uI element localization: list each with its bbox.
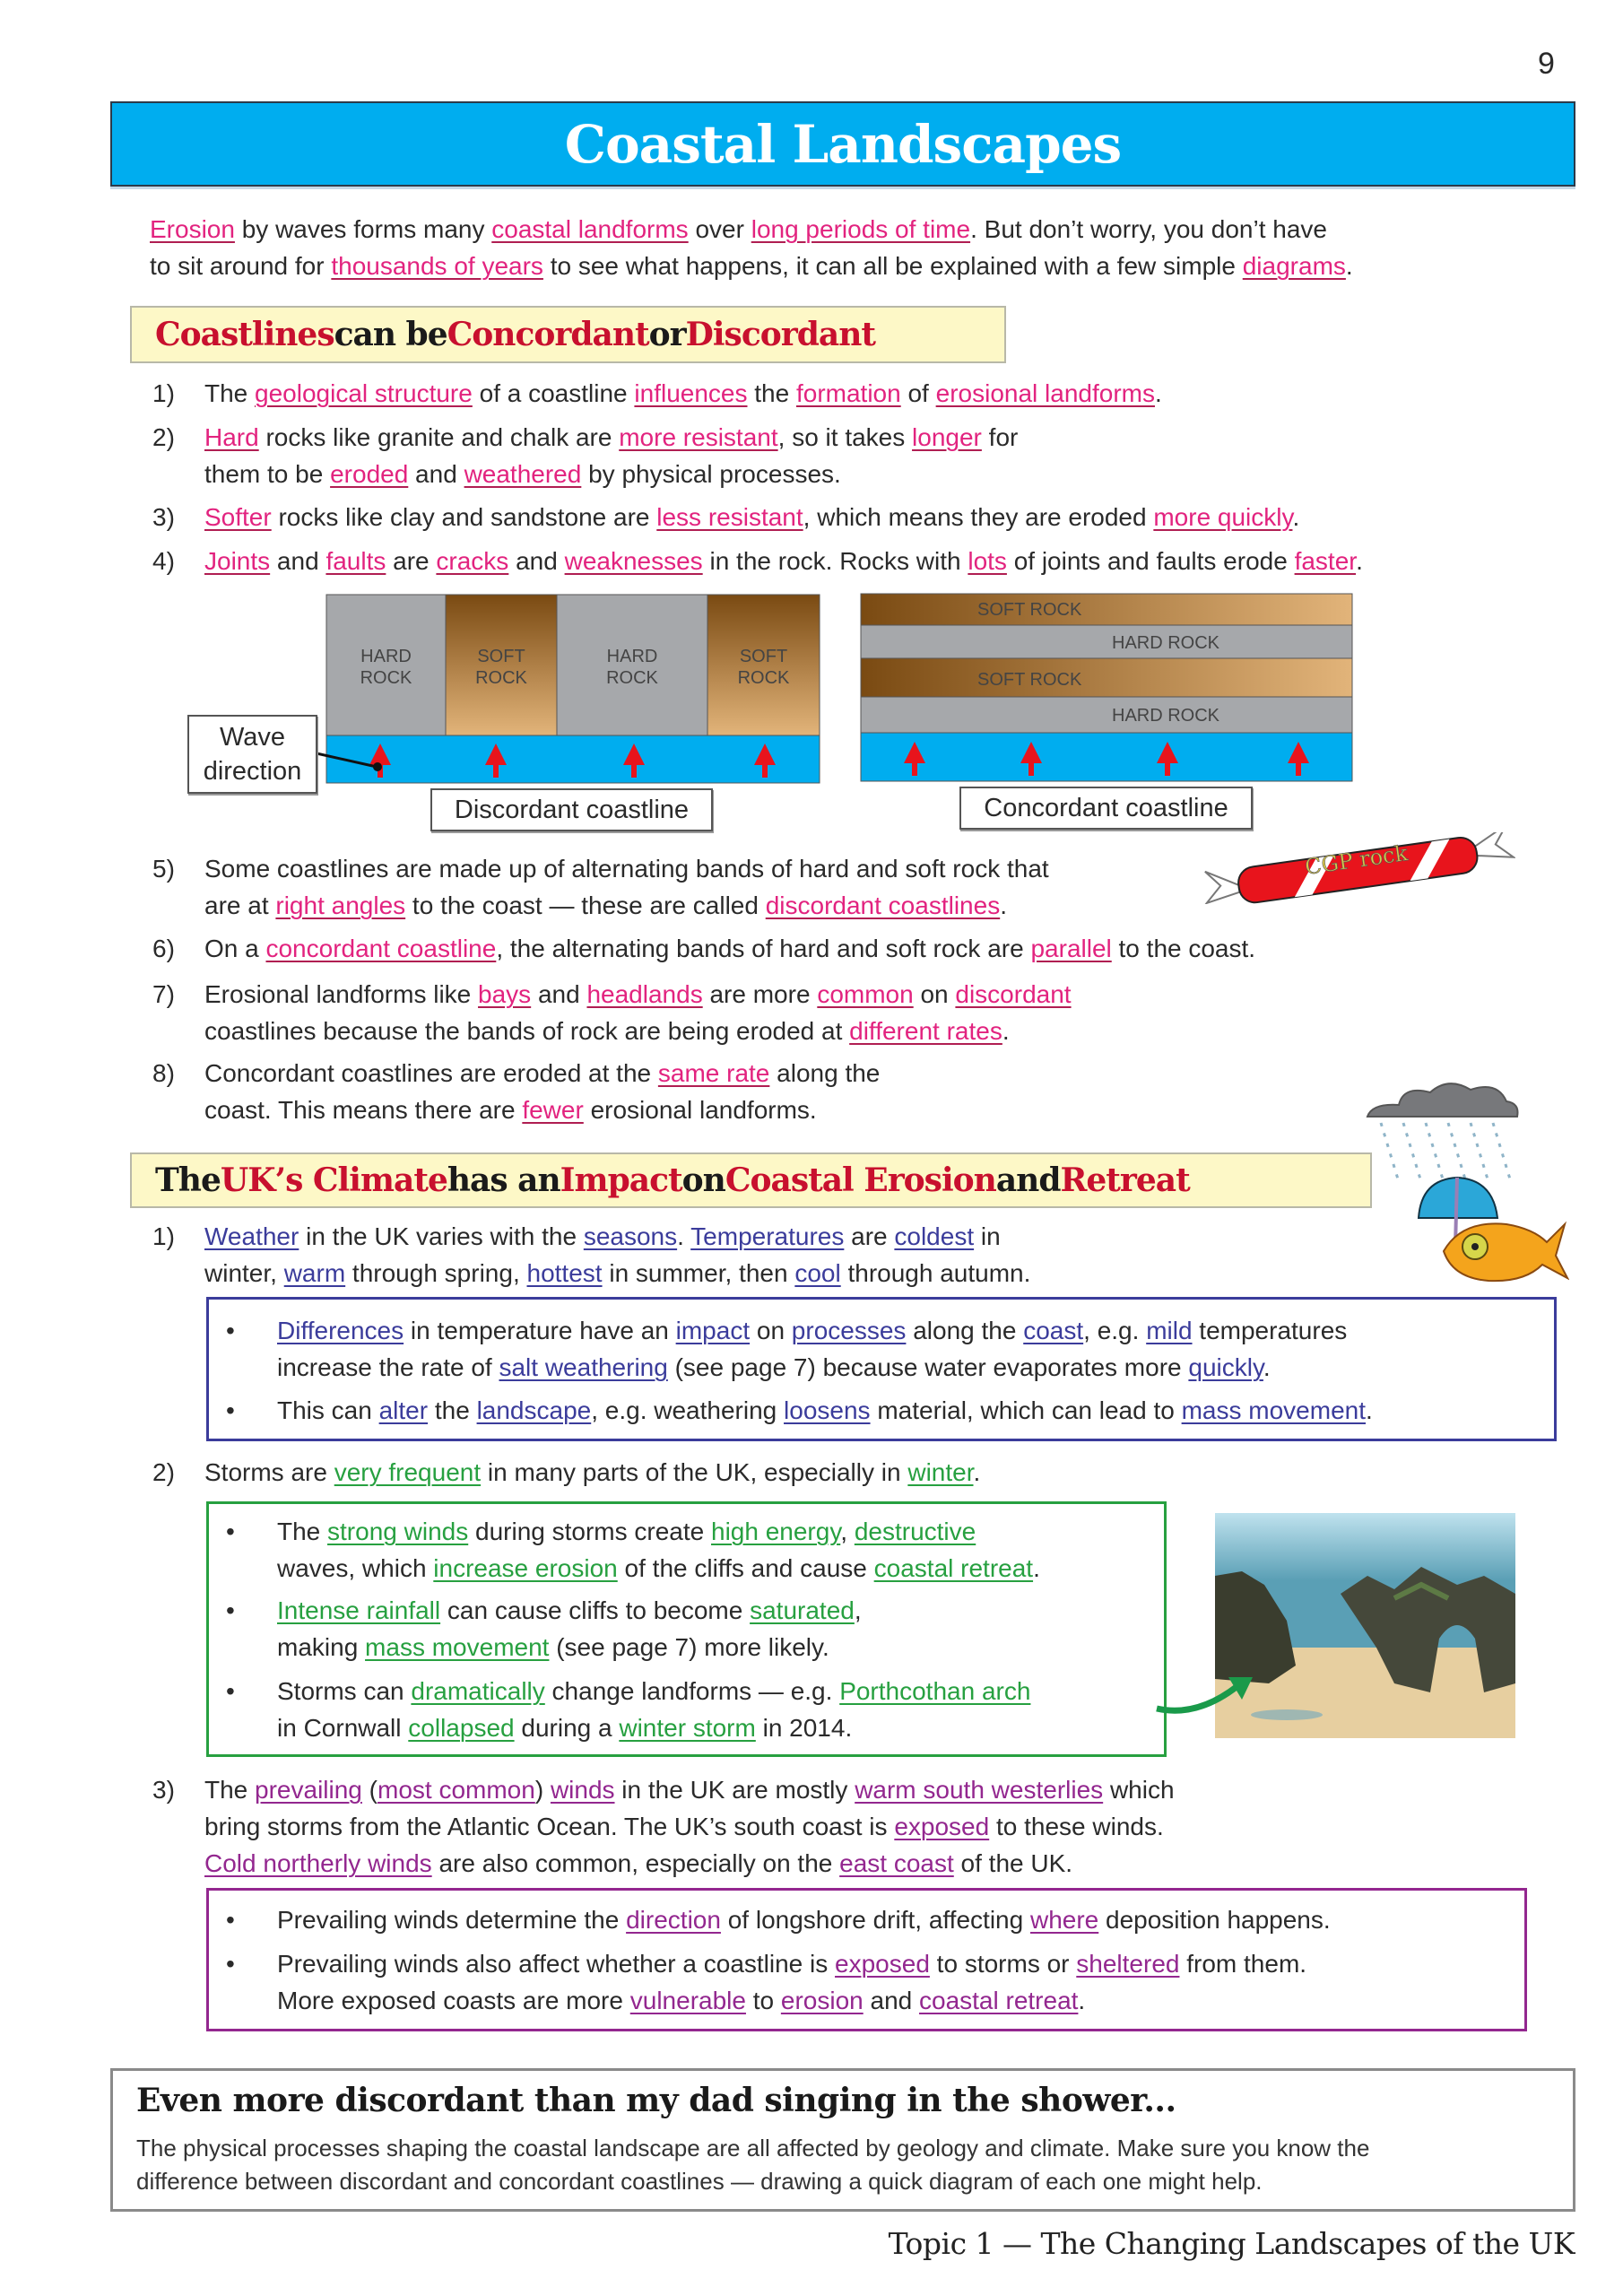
list-number: 4) bbox=[152, 547, 175, 575]
text: are bbox=[844, 1222, 895, 1250]
key-term: winter bbox=[907, 1458, 974, 1486]
bullet-icon: • bbox=[226, 1950, 235, 1978]
text: , which means they are eroded bbox=[803, 503, 1154, 531]
key-term: Cold northerly winds bbox=[204, 1849, 432, 1877]
key-term: more resistant bbox=[619, 423, 778, 451]
text: Storms can bbox=[277, 1677, 412, 1705]
highlight-term: Discordant bbox=[685, 316, 876, 353]
text: erosional landforms. bbox=[583, 1096, 817, 1124]
text: to storms or bbox=[929, 1950, 1077, 1978]
sea bbox=[326, 735, 820, 783]
text: in temperature have an bbox=[404, 1317, 676, 1344]
key-term: weathered bbox=[464, 460, 582, 488]
text-line bbox=[204, 976, 1072, 1013]
rain-cloud-icon bbox=[1367, 1083, 1518, 1182]
key-term: mass movement bbox=[365, 1633, 550, 1661]
fish-icon bbox=[1444, 1223, 1567, 1281]
bullet-icon: • bbox=[226, 1596, 235, 1624]
text: . bbox=[1356, 547, 1363, 575]
text: Erosional landforms like bbox=[204, 980, 479, 1008]
page-footer: Topic 1 — The Changing Landscapes of the UK bbox=[888, 2226, 1575, 2261]
list-item bbox=[204, 1771, 1175, 1882]
summary-text bbox=[136, 2132, 1369, 2198]
key-term: collapsed bbox=[408, 1714, 515, 1742]
text: to the coast. bbox=[1111, 935, 1256, 962]
text: , bbox=[854, 1596, 862, 1624]
key-term: saturated bbox=[750, 1596, 855, 1624]
text-line bbox=[204, 1055, 880, 1091]
text: Storms are bbox=[204, 1458, 334, 1486]
list-number: 6) bbox=[152, 935, 175, 962]
key-term: cool bbox=[794, 1259, 841, 1287]
key-term: where bbox=[1029, 1906, 1099, 1934]
key-term: vulnerable bbox=[629, 1987, 746, 2014]
text: The bbox=[204, 379, 256, 407]
text: to the coast — these are called bbox=[405, 891, 766, 919]
text: of bbox=[900, 379, 936, 407]
text: This can bbox=[277, 1396, 379, 1424]
soft-rock-label: SOFT ROCK bbox=[475, 647, 527, 688]
text: are more bbox=[702, 980, 818, 1008]
text: on bbox=[913, 980, 956, 1008]
highlight-term: Retreat bbox=[1060, 1161, 1190, 1199]
text: are also common, especially on the bbox=[431, 1849, 840, 1877]
text-line bbox=[204, 1091, 880, 1128]
rain-cloud-fish-illustration bbox=[1363, 1076, 1569, 1292]
text: , e.g. weathering bbox=[591, 1396, 785, 1424]
text: of the UK. bbox=[953, 1849, 1073, 1877]
list-number: 8) bbox=[152, 1059, 175, 1087]
concordant-diagram bbox=[861, 594, 1352, 781]
text: by waves forms many bbox=[234, 215, 492, 243]
list-number: 2) bbox=[152, 423, 175, 451]
key-term: bays bbox=[478, 980, 532, 1008]
text: which bbox=[1103, 1776, 1175, 1804]
bullet-icon: • bbox=[226, 1396, 235, 1424]
text-line bbox=[204, 456, 1018, 492]
text: . But don’t worry, you don’t have bbox=[970, 215, 1327, 243]
section-heading-climate bbox=[130, 1152, 1372, 1208]
text: The bbox=[277, 1518, 328, 1545]
key-term: Temperatures bbox=[690, 1222, 845, 1250]
soft-rock-band bbox=[861, 594, 1352, 625]
text: . bbox=[1154, 379, 1162, 407]
text: ) bbox=[534, 1776, 551, 1804]
list-item bbox=[204, 543, 1363, 579]
text: the bbox=[428, 1396, 477, 1424]
highlight-term: Impact bbox=[560, 1161, 682, 1199]
text: rocks like granite and chalk are bbox=[258, 423, 620, 451]
key-term: discordant coastlines bbox=[765, 891, 1001, 919]
key-term: salt weathering bbox=[499, 1353, 668, 1381]
text: winter, bbox=[204, 1259, 284, 1287]
text-line bbox=[204, 1771, 1175, 1808]
list-item bbox=[204, 499, 1299, 535]
hard-rock-label: HARD ROCK bbox=[1112, 633, 1220, 653]
text: on bbox=[681, 1161, 725, 1199]
text: waves, which bbox=[277, 1554, 434, 1582]
text: from them. bbox=[1179, 1950, 1307, 1978]
highlight-term: Coastlines bbox=[155, 316, 334, 353]
list-number: 1) bbox=[152, 379, 175, 407]
text-line bbox=[204, 887, 1049, 924]
key-term: impact bbox=[675, 1317, 751, 1344]
summary-title: Even more discordant than my dad singing in the shower... bbox=[136, 2082, 1176, 2119]
winds-info-box bbox=[206, 1888, 1527, 2031]
key-term: geological structure bbox=[255, 379, 473, 407]
key-term: strong winds bbox=[327, 1518, 469, 1545]
text: to sit around for bbox=[150, 252, 332, 280]
key-term: lots bbox=[968, 547, 1007, 575]
key-term: coastal retreat bbox=[919, 1987, 1079, 2014]
key-term: Porthcothan arch bbox=[839, 1677, 1031, 1705]
key-term: warm bbox=[283, 1259, 346, 1287]
text-line bbox=[204, 1013, 1072, 1049]
soft-rock-label: SOFT ROCK bbox=[977, 670, 1082, 690]
section-heading-coastlines bbox=[130, 306, 1006, 363]
text: material, which can lead to bbox=[870, 1396, 1182, 1424]
key-term: east coast bbox=[839, 1849, 954, 1877]
key-term: cracks bbox=[436, 547, 509, 575]
concordant-caption: Concordant coastline bbox=[959, 787, 1253, 830]
text-line bbox=[204, 543, 1363, 579]
key-term: faster bbox=[1294, 547, 1357, 575]
bullet-icon: • bbox=[226, 1906, 235, 1934]
text-line bbox=[204, 375, 1162, 412]
text: in bbox=[974, 1222, 1001, 1250]
intro-paragraph bbox=[150, 211, 1353, 284]
key-term: alter bbox=[378, 1396, 429, 1424]
text: and bbox=[863, 1987, 919, 2014]
key-term: erosional landforms bbox=[935, 379, 1155, 407]
text: in summer, then bbox=[602, 1259, 795, 1287]
text: in 2014. bbox=[755, 1714, 853, 1742]
summary-line: difference between discordant and concordant coastlines — drawing a quick diagram of each one might help. bbox=[136, 2168, 1263, 2195]
text: . bbox=[1033, 1554, 1040, 1582]
text: to see what happens, it can all be explained with a few simple bbox=[542, 252, 1243, 280]
text: . bbox=[677, 1222, 691, 1250]
key-term: discordant bbox=[955, 980, 1072, 1008]
text: in Cornwall bbox=[277, 1714, 409, 1742]
text: (see page 7) because water evaporates more bbox=[667, 1353, 1189, 1381]
text: Concordant coastlines are eroded at the bbox=[204, 1059, 658, 1087]
key-term: hottest bbox=[526, 1259, 603, 1287]
text: to these winds. bbox=[989, 1813, 1164, 1840]
key-term: longer bbox=[912, 423, 982, 451]
text: the bbox=[747, 379, 796, 407]
text: On a bbox=[204, 935, 266, 962]
key-term: loosens bbox=[784, 1396, 871, 1424]
key-term: Differences bbox=[277, 1317, 404, 1344]
list-item bbox=[204, 375, 1162, 412]
text: (see page 7) more likely. bbox=[549, 1633, 829, 1661]
hard-rock-band bbox=[861, 697, 1352, 733]
text-line bbox=[204, 930, 1255, 967]
text: , so it takes bbox=[777, 423, 913, 451]
list-number: 1) bbox=[152, 1222, 175, 1250]
text-line bbox=[204, 1845, 1175, 1882]
key-term: fewer bbox=[522, 1096, 584, 1124]
text: bring storms from the Atlantic Ocean. The UK’s south coast is bbox=[204, 1813, 895, 1840]
list-number: 7) bbox=[152, 980, 175, 1008]
key-term: coastal retreat bbox=[873, 1554, 1034, 1582]
text: . bbox=[973, 1458, 981, 1486]
key-term: same rate bbox=[657, 1059, 770, 1087]
text: , bbox=[840, 1518, 855, 1545]
summary-line: The physical processes shaping the coastal landscape are all affected by geology and climate. Make sure you know the bbox=[136, 2135, 1370, 2161]
key-term: Erosion bbox=[150, 215, 235, 243]
key-term: coastal landforms bbox=[491, 215, 689, 243]
text: in the UK are mostly bbox=[614, 1776, 855, 1804]
text: and bbox=[408, 460, 464, 488]
storms-info-box bbox=[206, 1501, 1167, 1757]
text: to bbox=[745, 1987, 781, 2014]
cgp-rock-label: CGP rock bbox=[1303, 840, 1410, 880]
key-term: Weather bbox=[204, 1222, 299, 1250]
text: , the alternating bands of hard and soft rock are bbox=[496, 935, 1031, 962]
text: deposition happens. bbox=[1098, 1906, 1331, 1934]
key-term: most common bbox=[378, 1776, 535, 1804]
bullet-icon: • bbox=[226, 1677, 235, 1705]
key-term: faults bbox=[325, 547, 386, 575]
text: along the bbox=[906, 1317, 1024, 1344]
text-line bbox=[204, 1808, 1175, 1845]
text: for bbox=[981, 423, 1019, 451]
text: can cause cliffs to become bbox=[440, 1596, 751, 1624]
text: of joints and faults erode bbox=[1006, 547, 1295, 575]
key-term: right angles bbox=[275, 891, 406, 919]
list-number: 3) bbox=[152, 1776, 175, 1804]
text: temperatures bbox=[1192, 1317, 1348, 1344]
soft-rock-label: SOFT ROCK bbox=[737, 647, 790, 688]
key-term: landscape bbox=[476, 1396, 592, 1424]
text: . bbox=[1345, 252, 1353, 280]
text: change landforms — e.g. bbox=[544, 1677, 840, 1705]
text: along the bbox=[769, 1059, 881, 1087]
key-term: processes bbox=[791, 1317, 907, 1344]
key-term: coldest bbox=[894, 1222, 975, 1250]
text: . bbox=[1078, 1987, 1086, 2014]
key-term: mass movement bbox=[1181, 1396, 1367, 1424]
text: in the rock. Rocks with bbox=[702, 547, 968, 575]
text: The bbox=[155, 1161, 221, 1199]
list-item bbox=[204, 1055, 880, 1128]
list-item bbox=[204, 1218, 1030, 1292]
key-term: exposed bbox=[835, 1950, 930, 1978]
text: The bbox=[204, 1776, 256, 1804]
text: has an bbox=[447, 1161, 560, 1199]
key-term: exposed bbox=[894, 1813, 990, 1840]
text: More exposed coasts are more bbox=[277, 1987, 630, 2014]
text: and bbox=[995, 1161, 1061, 1199]
text: . bbox=[1002, 1017, 1010, 1045]
hard-rock-label: HARD ROCK bbox=[1112, 706, 1220, 726]
key-term: headlands bbox=[586, 980, 703, 1008]
key-term: thousands of years bbox=[331, 252, 543, 280]
highlight-term: UK’s Climate bbox=[220, 1161, 447, 1199]
text: over bbox=[688, 215, 751, 243]
text: Prevailing winds determine the bbox=[277, 1906, 627, 1934]
page-number: 9 bbox=[1538, 47, 1555, 81]
text: rocks like clay and sandstone are bbox=[271, 503, 657, 531]
text: Some coastlines are made up of alternating bands of hard and soft rock that bbox=[204, 855, 1049, 883]
key-term: eroded bbox=[330, 460, 409, 488]
text: of a coastline bbox=[472, 379, 635, 407]
text: ( bbox=[361, 1776, 378, 1804]
text: in many parts of the UK, especially in bbox=[481, 1458, 908, 1486]
key-term: less resistant bbox=[656, 503, 803, 531]
text-line bbox=[204, 1255, 1030, 1292]
list-item bbox=[204, 419, 1018, 492]
text: increase the rate of bbox=[277, 1353, 499, 1381]
key-term: Intense rainfall bbox=[277, 1596, 441, 1624]
key-term: increase erosion bbox=[433, 1554, 618, 1582]
key-term: coast bbox=[1023, 1317, 1084, 1344]
list-item bbox=[204, 1454, 980, 1491]
key-term: direction bbox=[626, 1906, 721, 1934]
key-term: destructive bbox=[854, 1518, 976, 1545]
list-item bbox=[204, 850, 1049, 924]
list-number: 3) bbox=[152, 503, 175, 531]
discordant-diagram bbox=[317, 595, 820, 783]
key-term: winds bbox=[550, 1776, 615, 1804]
text-line bbox=[150, 248, 1353, 284]
soft-rock-band bbox=[861, 658, 1352, 697]
key-term: sheltered bbox=[1076, 1950, 1180, 1978]
key-term: prevailing bbox=[255, 1776, 362, 1804]
highlight-term: Concordant bbox=[447, 316, 649, 353]
text: coastlines because the bands of rock are being eroded at bbox=[204, 1017, 850, 1045]
text-line bbox=[204, 419, 1018, 456]
key-term: diagrams bbox=[1242, 252, 1346, 280]
text-line bbox=[150, 211, 1353, 248]
text: during storms create bbox=[468, 1518, 711, 1545]
text: coast. This means there are bbox=[204, 1096, 523, 1124]
key-term: winter storm bbox=[619, 1714, 756, 1742]
page-title-bar bbox=[110, 101, 1575, 187]
text: of longshore drift, affecting bbox=[720, 1906, 1030, 1934]
hard-rock-label: HARD ROCK bbox=[360, 647, 412, 688]
arrow-to-photo-icon bbox=[1152, 1668, 1269, 1722]
key-term: long periods of time bbox=[751, 215, 971, 243]
text: . bbox=[1263, 1353, 1271, 1381]
text: on bbox=[750, 1317, 792, 1344]
text: . bbox=[1000, 891, 1007, 919]
key-term: very frequent bbox=[334, 1458, 482, 1486]
wave-direction-label: Wave direction bbox=[187, 715, 317, 794]
text: can be bbox=[334, 316, 447, 353]
text: them to be bbox=[204, 460, 331, 488]
text: Prevailing winds also affect whether a coastline is bbox=[277, 1950, 836, 1978]
page-title: Coastal Landscapes bbox=[564, 113, 1122, 175]
key-term: warm south westerlies bbox=[855, 1776, 1104, 1804]
summary-box bbox=[110, 2068, 1575, 2212]
text: . bbox=[1292, 503, 1300, 531]
list-number: 5) bbox=[152, 855, 175, 883]
temperature-info-box bbox=[206, 1297, 1557, 1441]
discordant-caption: Discordant coastline bbox=[430, 788, 713, 831]
text: are at bbox=[204, 891, 276, 919]
text: in the UK varies with the bbox=[299, 1222, 584, 1250]
key-term: high energy bbox=[711, 1518, 841, 1545]
text: , e.g. bbox=[1083, 1317, 1147, 1344]
key-term: dramatically bbox=[411, 1677, 545, 1705]
text: or bbox=[648, 316, 686, 353]
text: are bbox=[386, 547, 437, 575]
highlight-term: Coastal Erosion bbox=[725, 1161, 996, 1199]
text: making bbox=[277, 1633, 366, 1661]
hard-rock-band bbox=[861, 625, 1352, 658]
sea bbox=[861, 733, 1352, 781]
text-line bbox=[204, 499, 1299, 535]
key-term: weaknesses bbox=[564, 547, 703, 575]
text-line bbox=[204, 1454, 980, 1491]
list-number: 2) bbox=[152, 1458, 175, 1486]
bullet-icon: • bbox=[226, 1317, 235, 1344]
list-item bbox=[204, 976, 1072, 1049]
key-term: mild bbox=[1146, 1317, 1193, 1344]
key-term: common bbox=[817, 980, 914, 1008]
key-term: quickly bbox=[1188, 1353, 1263, 1381]
soft-rock-label: SOFT ROCK bbox=[977, 600, 1082, 620]
key-term: influences bbox=[634, 379, 748, 407]
key-term: Hard bbox=[204, 423, 259, 451]
key-term: more quickly bbox=[1153, 503, 1293, 531]
text: through spring, bbox=[345, 1259, 527, 1287]
bullet-icon: • bbox=[226, 1518, 235, 1545]
key-term: seasons bbox=[583, 1222, 678, 1250]
hard-rock-label: HARD ROCK bbox=[606, 647, 658, 688]
key-term: erosion bbox=[780, 1987, 864, 2014]
key-term: Softer bbox=[204, 503, 272, 531]
text: by physical processes. bbox=[581, 460, 841, 488]
key-term: formation bbox=[795, 379, 901, 407]
key-term: concordant coastline bbox=[265, 935, 497, 962]
text-line bbox=[204, 850, 1049, 887]
text: and bbox=[531, 980, 587, 1008]
text: through autumn. bbox=[840, 1259, 1031, 1287]
key-term: different rates bbox=[849, 1017, 1002, 1045]
text: and bbox=[508, 547, 565, 575]
text-line bbox=[204, 1218, 1030, 1255]
list-item bbox=[204, 930, 1255, 967]
text: during a bbox=[514, 1714, 620, 1742]
text: . bbox=[1366, 1396, 1373, 1424]
key-term: parallel bbox=[1030, 935, 1112, 962]
key-term: Joints bbox=[204, 547, 271, 575]
text: and bbox=[270, 547, 326, 575]
text: of the cliffs and cause bbox=[617, 1554, 874, 1582]
